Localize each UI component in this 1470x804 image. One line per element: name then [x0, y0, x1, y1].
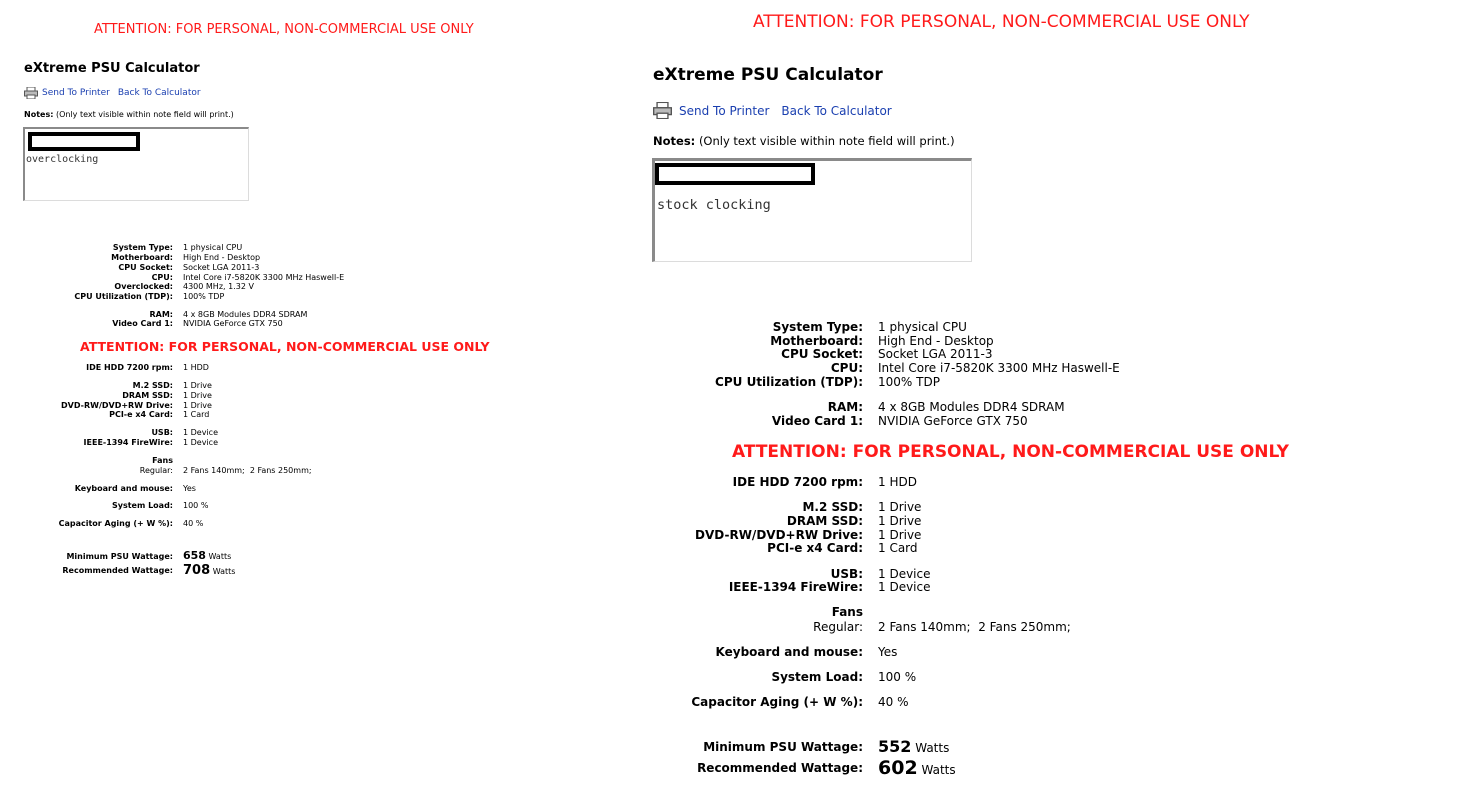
spec-label: Video Card 1:	[771, 414, 863, 428]
spec-label: PCI-e x4 Card:	[767, 541, 863, 555]
page-title: eXtreme PSU Calculator	[24, 61, 200, 76]
spec-value: Intel Core i7-5820K 3300 MHz Haswell-E	[878, 361, 1120, 375]
spec-value: 552 Watts	[878, 737, 950, 756]
spec-value: High End - Desktop	[183, 253, 261, 262]
spec-label: Overclocked:	[114, 282, 173, 291]
spec-value: 1 Device	[878, 567, 931, 581]
attention-banner-middle: ATTENTION: FOR PERSONAL, NON-COMMERCIAL USE ONLY	[80, 339, 490, 354]
spec-value: 1 HDD	[878, 475, 917, 489]
spec-label: Recommended Wattage:	[697, 761, 863, 775]
spec-value: 100 %	[183, 501, 209, 510]
spec-label: DRAM SSD:	[786, 514, 863, 528]
spec-label: Regular:	[139, 466, 173, 475]
spec-value: Yes	[878, 645, 898, 659]
notes-label: Notes: (Only text visible within note field will print.)	[653, 134, 955, 148]
spec-label: M.2 SSD:	[132, 381, 173, 390]
spec-label: M.2 SSD:	[802, 500, 863, 514]
spec-label: CPU Socket:	[118, 263, 173, 272]
spec-label: CPU:	[151, 273, 173, 282]
spec-value: 2 Fans 140mm; 2 Fans 250mm;	[878, 620, 1071, 634]
notes-text: stock clocking	[657, 197, 771, 213]
redaction-box	[28, 132, 140, 151]
spec-value: NVIDIA GeForce GTX 750	[183, 319, 283, 328]
printer-icon[interactable]	[653, 102, 672, 119]
spec-label: CPU Socket:	[781, 347, 863, 361]
spec-label: Fans	[831, 605, 863, 619]
spec-value: 4 x 8GB Modules DDR4 SDRAM	[878, 400, 1065, 414]
spec-label: Motherboard:	[111, 253, 173, 262]
notes-field[interactable]	[23, 127, 249, 201]
spec-label: Capacitor Aging (+ W %):	[691, 695, 863, 709]
spec-label: CPU:	[830, 361, 863, 375]
spec-value: 4300 MHz, 1.32 V	[183, 282, 254, 291]
spec-label: DVD-RW/DVD+RW Drive:	[695, 528, 863, 542]
spec-value: Socket LGA 2011-3	[878, 347, 993, 361]
spec-label: PCI-e x4 Card:	[109, 410, 173, 419]
spec-value: 1 Card	[878, 541, 918, 555]
spec-label: USB:	[830, 567, 863, 581]
page-title: eXtreme PSU Calculator	[653, 65, 883, 85]
spec-label: Minimum PSU Wattage:	[703, 740, 863, 754]
spec-label: IDE HDD 7200 rpm:	[732, 475, 863, 489]
spec-value: 1 Drive	[183, 391, 212, 400]
spec-value: NVIDIA GeForce GTX 750	[878, 414, 1028, 428]
spec-label: CPU Utilization (TDP):	[715, 375, 863, 389]
spec-value: 40 %	[878, 695, 909, 709]
redaction-box	[655, 163, 815, 185]
spec-label: RAM:	[827, 400, 863, 414]
spec-value: 1 Device	[878, 580, 931, 594]
spec-label: Regular:	[813, 620, 863, 634]
attention-banner-top: ATTENTION: FOR PERSONAL, NON-COMMERCIAL USE ONLY	[753, 12, 1250, 32]
spec-label: USB:	[151, 428, 173, 437]
spec-value: 1 Drive	[878, 514, 922, 528]
spec-label: IEEE-1394 FireWire:	[83, 438, 173, 447]
spec-label: Fans	[152, 456, 173, 465]
spec-value: 4 x 8GB Modules DDR4 SDRAM	[183, 310, 308, 319]
spec-value: High End - Desktop	[878, 334, 994, 348]
notes-label: Notes: (Only text visible within note field will print.)	[24, 110, 234, 119]
spec-label: Keyboard and mouse:	[74, 484, 173, 493]
spec-label: Video Card 1:	[112, 319, 173, 328]
printer-icon[interactable]	[24, 87, 38, 99]
spec-value: 1 Drive	[183, 401, 212, 410]
spec-label: DVD-RW/DVD+RW Drive:	[61, 401, 173, 410]
back-to-calculator-link[interactable]: Back To Calculator	[117, 88, 201, 98]
spec-label: RAM:	[149, 310, 173, 319]
notes-field[interactable]	[652, 158, 972, 262]
spec-value: 1 Device	[183, 428, 218, 437]
spec-label: DRAM SSD:	[122, 391, 173, 400]
spec-value: 1 Drive	[878, 528, 922, 542]
link-bar	[653, 102, 892, 119]
spec-value: 708 Watts	[183, 563, 236, 578]
spec-label: System Type:	[112, 243, 173, 252]
spec-label: CPU Utilization (TDP):	[74, 292, 173, 301]
spec-label: Motherboard:	[770, 334, 863, 348]
spec-value: Yes	[183, 484, 196, 493]
spec-value: 658 Watts	[183, 549, 232, 562]
spec-value: Socket LGA 2011-3	[183, 263, 260, 272]
spec-label: System Load:	[111, 501, 173, 510]
spec-value: 1 Card	[183, 410, 210, 419]
spec-label: IEEE-1394 FireWire:	[728, 580, 863, 594]
spec-label: Keyboard and mouse:	[715, 645, 863, 659]
spec-value: Intel Core i7-5820K 3300 MHz Haswell-E	[183, 273, 345, 282]
attention-banner-middle: ATTENTION: FOR PERSONAL, NON-COMMERCIAL USE ONLY	[732, 442, 1289, 462]
spec-value: 40 %	[183, 519, 204, 528]
send-to-printer-link[interactable]: Send To Printer	[679, 103, 770, 118]
spec-value: 100 %	[878, 670, 917, 684]
spec-value: 1 physical CPU	[183, 243, 243, 252]
spec-label: Capacitor Aging (+ W %):	[58, 519, 173, 528]
min-wattage-value: 552	[878, 737, 912, 756]
attention-banner-top: ATTENTION: FOR PERSONAL, NON-COMMERCIAL USE ONLY	[94, 22, 474, 37]
rec-wattage-value: 708	[183, 563, 211, 578]
spec-value: 1 Drive	[183, 381, 212, 390]
spec-value: 1 HDD	[183, 363, 209, 372]
link-bar	[24, 87, 201, 99]
spec-label: Recommended Wattage:	[62, 566, 173, 575]
spec-value: 100% TDP	[183, 292, 225, 301]
spec-value: 1 Drive	[878, 500, 922, 514]
notes-text: overclocking	[26, 154, 99, 165]
spec-label: IDE HDD 7200 rpm:	[86, 363, 173, 372]
spec-label: System Type:	[772, 320, 863, 334]
spec-value: 1 Device	[183, 438, 218, 447]
send-to-printer-link[interactable]: Send To Printer	[42, 88, 110, 98]
spec-value: 1 physical CPU	[878, 320, 967, 334]
rec-wattage-value: 602	[878, 757, 918, 779]
min-wattage-value: 658	[183, 549, 206, 562]
spec-value: 2 Fans 140mm; 2 Fans 250mm;	[183, 466, 312, 475]
spec-label: System Load:	[771, 670, 863, 684]
back-to-calculator-link[interactable]: Back To Calculator	[781, 103, 892, 118]
spec-value: 100% TDP	[878, 375, 940, 389]
spec-label: Minimum PSU Wattage:	[66, 552, 173, 561]
spec-value: 602 Watts	[878, 757, 956, 779]
